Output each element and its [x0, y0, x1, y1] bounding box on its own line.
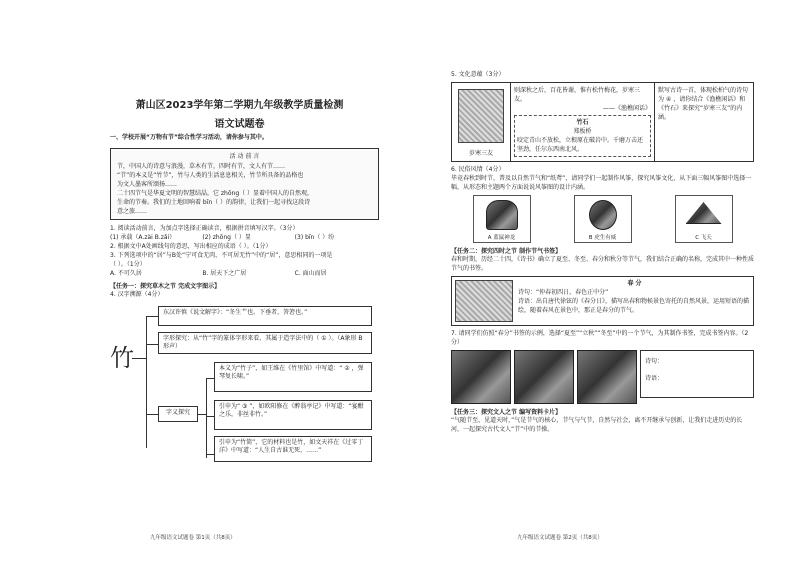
q3-option: C. 面山而居	[294, 270, 327, 277]
scroll-line: 二十四节气是华夏文明的智慧结晶，它 zhōng（ ）显着中国人的自然观，	[117, 190, 314, 197]
question-3-cont: （ ）。（1分）	[110, 261, 146, 268]
exam-title: 萧山区2023学年第二学期九年级教学质量检测	[135, 100, 344, 111]
spring-equinox-bookmark	[451, 276, 754, 326]
culture-question-panel	[655, 83, 753, 161]
task-2-text: 春和时期，历经二十四，《诗书》确立了夏至、冬至、春分和秋分等节气，我们结合正确的名称，完成其中一种性质节气的书签。	[451, 256, 754, 272]
scroll-title: 活 动 前 言	[229, 153, 260, 160]
exam-subtitle: 语文试题卷	[214, 119, 265, 130]
page-right	[397, 0, 794, 561]
three-friends-panel	[452, 83, 511, 161]
kite-options	[451, 195, 754, 243]
meaning-label-box: 字义探究	[158, 406, 198, 422]
kite-option-b	[574, 195, 632, 243]
bookmark-seals	[451, 350, 754, 404]
section1-heading: 一、学校开展“万物有节”综合性学习活动，请你参与其中。	[110, 134, 268, 141]
question-3-options	[110, 269, 379, 278]
poem-text: 咬定青山不放松，立根原在破岩中。千磨万击还坚劲，任尔东西南北风。	[517, 137, 644, 153]
q1-item: (1) 承载（A.zài B.zǎi）	[110, 234, 176, 241]
connector-line	[132, 358, 146, 359]
connector-line	[146, 316, 158, 317]
page-footer-right: 九年级语文试题卷 第2页（共8页）	[517, 535, 603, 541]
poem-title: 竹石	[576, 119, 589, 126]
q1-item: (2) zhōng（ ）显	[202, 234, 251, 241]
poem-box	[514, 115, 651, 157]
kite-caption: C 飞天	[695, 235, 712, 241]
culture-panel	[451, 82, 754, 162]
glyph-form-box: 字形探究：从“竹”字的篆体字形来看，其属于造字法中的（ ① ）。（A象形 B形声）	[158, 332, 372, 354]
bamboo-seal-glyph: 竹	[110, 344, 134, 372]
page-footer-left: 九年级语文试题卷 第1页（共8页）	[150, 535, 236, 541]
scroll-line: 意之旅……	[117, 208, 148, 215]
task-3-text: “气随节至，见道天时，”气是节气的核心，节气与气节，自然与社会，离不开继承与创新，让我们走进历史的长河，一起探究古代文人“节”中的节操。	[451, 417, 743, 433]
question-5: 5. 文化意蕴（3分）	[451, 71, 505, 78]
kite-caption: A 蓝鼠神龙	[487, 235, 516, 241]
connector-line	[146, 344, 158, 345]
connector-line	[206, 416, 214, 417]
task-3-heading: 【任务三：探究文人之节 编写资料卡片】	[451, 409, 562, 416]
question-2: 2. 根据文中A处画线句的意思，写出相应的成语（ ）。（1分）	[110, 243, 272, 250]
scroll-line: 节，中国人的诗意与浪漫，草木有节，四时有节，文人有节……	[117, 163, 286, 170]
scroll-line: 为文人墨客所颂扬……	[117, 181, 178, 188]
seal-image-3	[577, 350, 637, 404]
three-friends-caption: 岁寒三友	[468, 150, 493, 157]
character-origin-diagram	[110, 302, 379, 462]
question-6-text: 毕竟春秋到时节，普及以自然节气和“纸鸢”，请同学们一起制作风筝，探究风筝文化，从下面三幅风筝图中选择一幅，从形态和主题两个方面说说风筝图的设计内涵。	[451, 175, 752, 191]
flying-apsara-kite-image	[686, 202, 722, 224]
answer-poem-line: 诗句：	[645, 358, 664, 365]
bookmark-answer-box[interactable]	[640, 350, 754, 398]
kite-option-a	[473, 195, 531, 243]
seal-image-2	[514, 350, 574, 404]
three-friends-painting	[458, 89, 504, 143]
q3-option: A. 不可久居	[110, 270, 142, 277]
kite-caption: B 虎生有威	[588, 235, 617, 241]
tiger-kite-image	[589, 200, 617, 230]
q3-option: B. 居天下之广居	[202, 270, 247, 277]
question-1: 1. 阅读活动前言，为加点字选择正确读音，根据拼音填写汉字。（3分）	[110, 225, 299, 232]
connector-line	[198, 414, 206, 415]
connector-line	[206, 378, 214, 379]
spring-equinox-image	[455, 280, 513, 322]
scroll-line: 生命的节奏。我们的土地回响着 bīn（ ）的韵律，让我们一起寻找这段诗	[117, 199, 311, 206]
culture-question: 默写古诗一首，体现松柏气的诗句为 ④ ，请你结合《渔樵闲话》和《竹石》来探究“岁寒三友”的内涵。	[658, 87, 749, 121]
poem-author: 郑板桥	[573, 128, 592, 135]
scroll-line: “节”的本义是“竹节”，竹与人类的生活息息相关，竹节所具备的品格也	[117, 172, 304, 179]
spring-equinox-text	[516, 277, 753, 325]
question-6: 6. 民俗风情（4分）	[451, 166, 505, 173]
question-1-items	[110, 233, 379, 242]
meaning-slip-box: 引申为“竹简”，它的材料也是竹，如文天祥在《过零丁洋》中写道：“人生自古谁无死，……”	[214, 436, 372, 462]
q1-item: (3) bīn（ ）纷	[294, 234, 335, 241]
question-3: 3. 下列选项中的“居”与B处“宁可食无肉，不可居无竹”中的“居”，意思相同的一项是	[110, 252, 333, 259]
dragon-kite-image	[486, 200, 518, 230]
meaning-bamboo-box: 本义为“竹子”，如王维在《竹里馆》中写道：“ ② ，弹琴复长啸。”	[214, 362, 372, 392]
bookmark-poem: 诗句：“仲春初四日，春色正中分”	[518, 289, 609, 296]
connector-line	[206, 378, 207, 458]
kite-option-c	[675, 195, 733, 243]
connector-line	[146, 316, 147, 448]
bookmark-note: 诗语：出自唐代徐铉的《春分日》，描写出春和物候景色寄托的自然风景，运用短语的描绘，随着春风在景色中，那正是春分的节气。	[518, 298, 750, 314]
question-7: 7. 请同学们仿照“春分”书签的示例，选择“夏至”“立秋”“冬至”中的一个节气，为其制作书签，完成书签内容。（2分）	[451, 330, 749, 346]
bookmark-title: 春 分	[627, 280, 642, 287]
task-1-heading: 【任务一：探究草木之节 完成文字图示】	[110, 283, 221, 290]
fisherman-source: ——《渔樵闲话》	[602, 105, 651, 112]
fisherman-quote: 则深秋之后，百花皆谢，惟有松竹梅花，岁寒三友。	[514, 87, 641, 103]
connector-line	[206, 454, 214, 455]
shuowen-box: 东汉许慎《说文解字》：“冬生艹也。下垂者，箁箬也。”	[158, 306, 372, 326]
activity-preface-scroll	[110, 148, 379, 220]
question-4: 4. 汉字溯源（4分）	[110, 291, 164, 298]
answer-poem-meaning: 诗语：	[645, 375, 664, 382]
meaning-instrument-box: 引申为“ ③ ”，如欧阳修在《醉翁亭记》中写道：“宴酣之乐，非丝非竹。”	[214, 400, 372, 430]
task-2-heading: 【任务二：探究四时之节 制作节气书签】	[451, 248, 562, 255]
poem-panel	[511, 83, 655, 161]
seal-image-1	[451, 350, 511, 404]
connector-line	[146, 414, 158, 415]
